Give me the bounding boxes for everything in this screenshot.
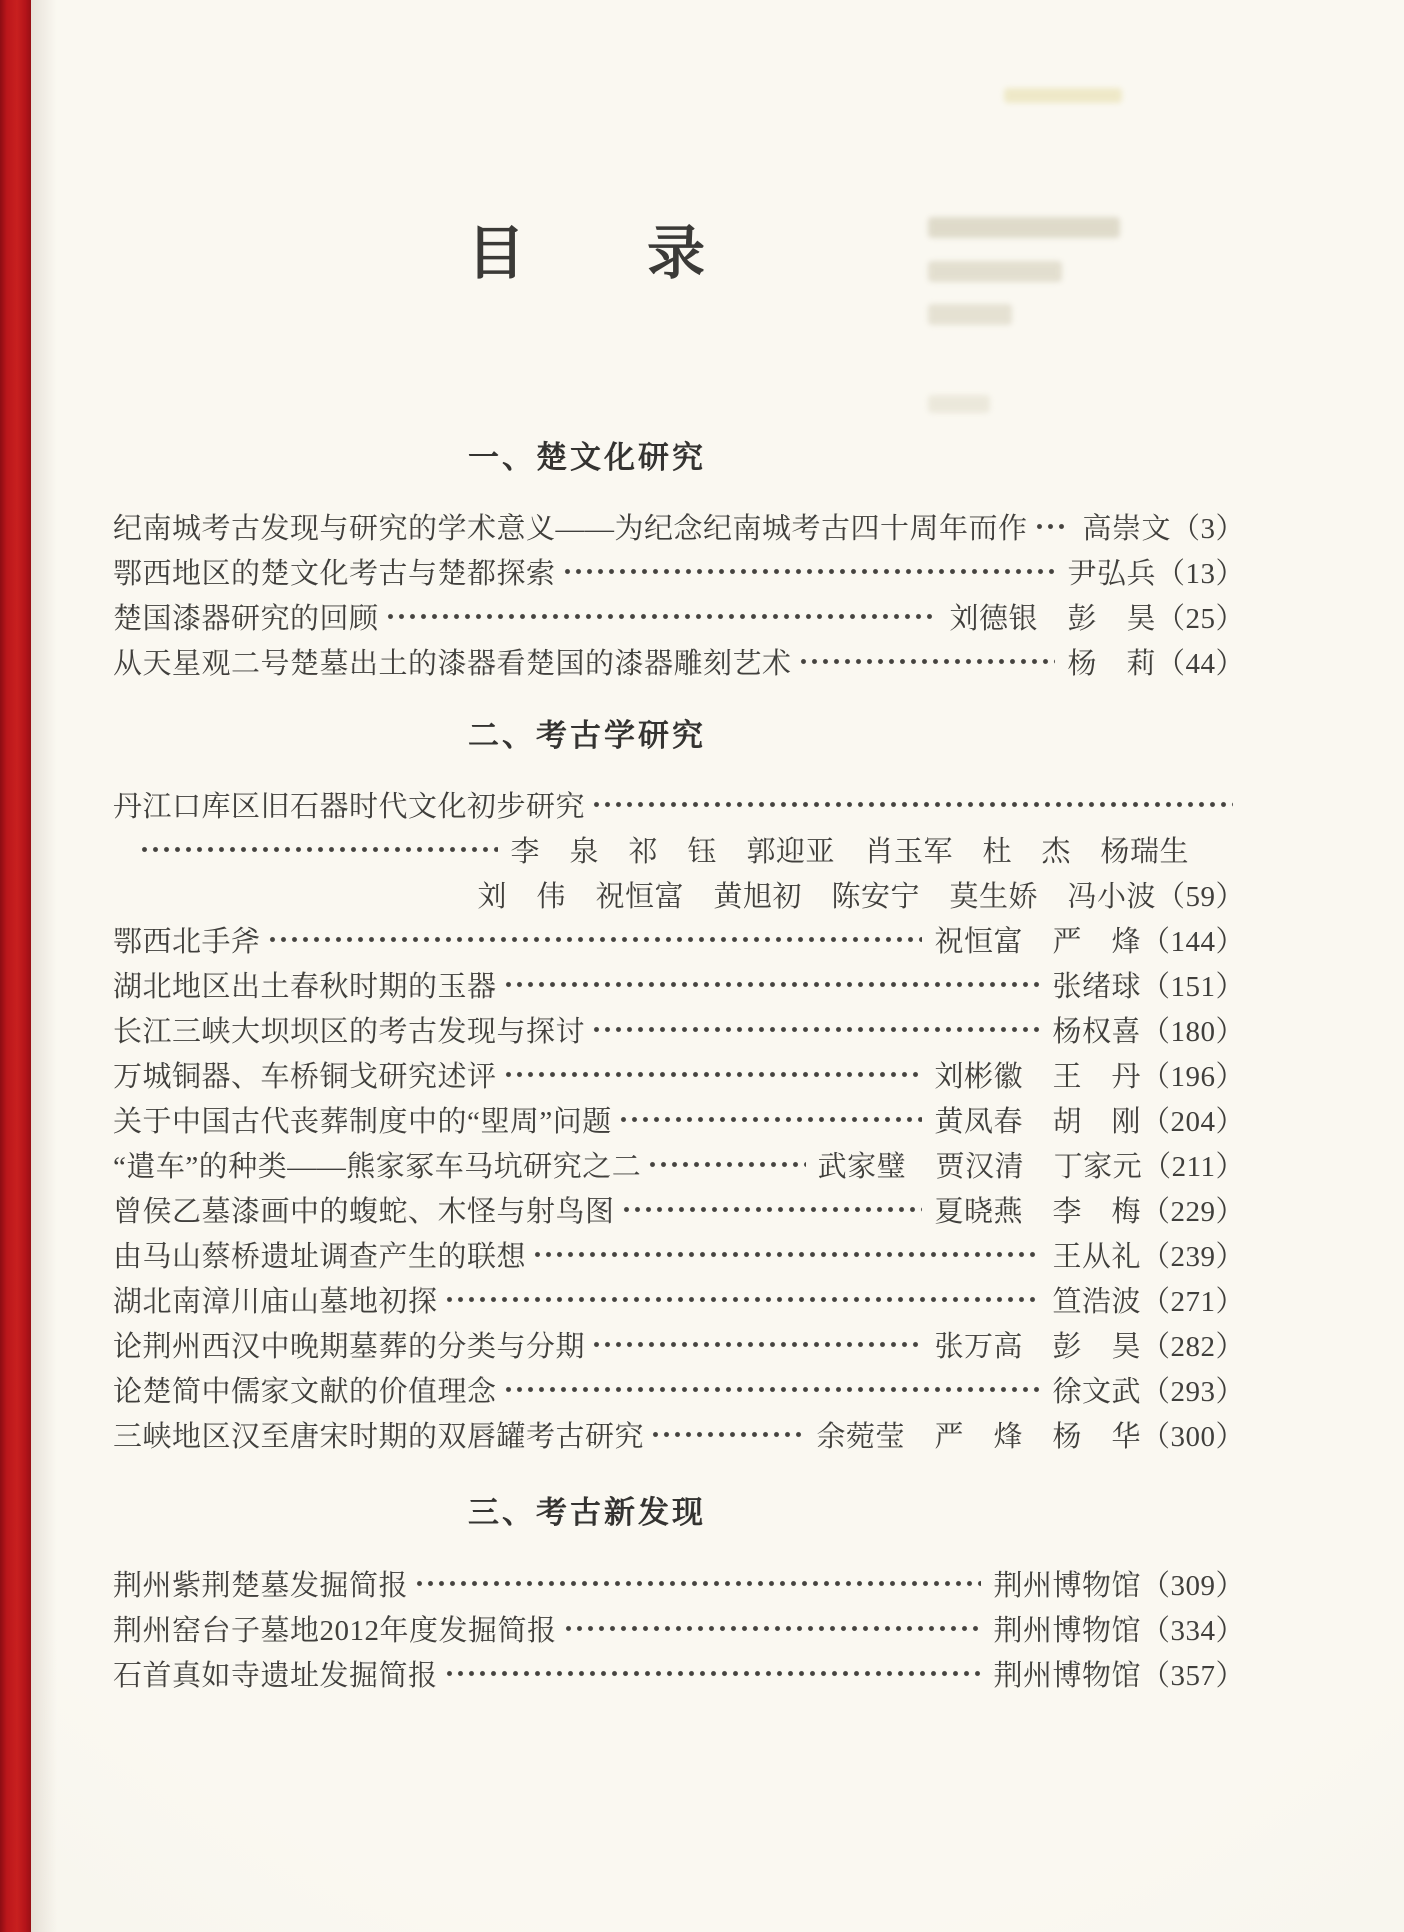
entry-title: 长江三峡大坝坝区的考古发现与探讨 [113,1016,586,1048]
toc-entry-row [113,504,1245,549]
dot-leader [267,917,923,962]
dot-leader [503,1052,923,1097]
entry-title: 鄂西北手斧 [113,926,261,958]
entry-authors-page: 黄凤春 胡 刚（204） [934,1106,1245,1138]
entry-title: 三峡地区汉至唐宋时期的双唇罐考古研究 [113,1421,645,1453]
toc-entry-row [113,1052,1245,1097]
dot-leader [385,594,938,639]
dot-leader [618,1097,923,1142]
entry-authors-page: 笪浩波（271） [1052,1286,1245,1318]
entry-authors-page: 高崇文（3） [1082,513,1245,545]
entry-title: 楚国漆器研究的回顾 [113,603,379,635]
section-heading: 二、考古学研究 [468,718,706,753]
toc-entry-row [113,1651,1245,1696]
toc-entry-row [113,549,1245,594]
entry-authors-page: 荆州博物馆（309） [993,1570,1245,1602]
entry-title: “遣车”的种类——熊家冢车马坑研究之二 [113,1151,642,1183]
dot-leader [414,1561,981,1606]
toc-entry-row [113,1142,1245,1187]
toc-entry-row [113,917,1245,962]
book-spine-red-strip [0,0,31,1932]
entry-title: 万城铜器、车桥铜戈研究述评 [113,1061,497,1093]
toc-entry-row [113,594,1245,639]
toc-entry-row [113,782,1245,827]
entry-title: 纪南城考古发现与研究的学术意义——为纪念纪南城考古四十周年而作 [113,513,1028,545]
entry-authors-page: 余菀莹 严 烽 杨 华（300） [816,1421,1245,1453]
entry-authors-page: 张万高 彭 昊（282） [934,1331,1245,1363]
entry-authors-page: 尹弘兵（13） [1067,558,1245,590]
toc-entry-row [113,1561,1245,1606]
entry-title: 论楚简中儒家文献的价值理念 [113,1376,497,1408]
dot-leader [591,782,1233,827]
dot-leader [591,1007,1040,1052]
entry-authors-page: 王从礼（239） [1052,1241,1245,1273]
entry-authors-page: 荆州博物馆（334） [993,1615,1245,1647]
toc-entry-row [113,1322,1245,1367]
entry-title: 鄂西地区的楚文化考古与楚都探索 [113,558,556,590]
entry-title: 曾侯乙墓漆画中的蝮蛇、木怪与射鸟图 [113,1196,615,1228]
section-heading: 一、楚文化研究 [468,440,706,475]
toc-section [113,716,1245,1457]
entry-authors-page: 祝恒富 严 烽（144） [934,926,1245,958]
dot-leader [139,827,498,872]
entry-title: 由马山蔡桥遗址调查产生的联想 [113,1241,527,1273]
toc-entry-row [113,872,1245,917]
dot-leader [650,1412,804,1457]
dot-leader [798,639,1056,684]
entry-title: 石首真如寺遗址发掘简报 [113,1660,438,1692]
dot-leader [444,1277,1041,1322]
toc-entry-row [113,1367,1245,1412]
toc-entry-row [113,827,1245,872]
toc-entry-row [113,1412,1245,1457]
dot-leader [591,1322,922,1367]
entry-authors-page: 刘彬徽 王 丹（196） [934,1061,1245,1093]
entry-authors-page: 武家璧 贾汉清 丁家元（211） [817,1151,1245,1183]
entry-title: 关于中国古代丧葬制度中的“堲周”问题 [113,1106,612,1138]
entry-title: 论荆州西汉中晚期墓葬的分类与分期 [113,1331,586,1363]
entry-authors-page: 李 泉 祁 钰 郭迎亚 肖玉军 杜 杰 杨瑞生 [510,836,1189,868]
entry-title: 荆州窑台子墓地2012年度发掘简报 [113,1615,557,1647]
toc-content-column [113,0,1245,1696]
toc-entry-row [113,1007,1245,1052]
dot-leader [503,1367,1041,1412]
toc-section [113,1493,1245,1696]
toc-sections [113,438,1245,1696]
entry-authors-page: 杨权喜（180） [1052,1016,1245,1048]
toc-entry-row [113,1277,1245,1322]
entry-title: 丹江口库区旧石器时代文化初步研究 [113,791,586,823]
entry-title: 荆州紫荆楚墓发掘简报 [113,1570,409,1602]
dot-leader [563,1606,982,1651]
dot-leader [621,1187,923,1232]
page-gutter-shadow [31,0,57,1932]
entry-title: 从天星观二号楚墓出土的漆器看楚国的漆器雕刻艺术 [113,648,792,680]
dot-leader [1034,504,1071,549]
entry-title: 湖北地区出土春秋时期的玉器 [113,971,497,1003]
dot-leader [444,1651,982,1696]
dot-leader [562,549,1056,594]
entry-authors-page: 夏晓燕 李 梅（229） [934,1196,1245,1228]
section-heading: 三、考古新发现 [468,1495,706,1530]
toc-entry-row [113,639,1245,684]
toc-entry-row [113,1097,1245,1142]
entry-authors-page: 刘德银 彭 昊（25） [949,603,1245,635]
entry-title: 湖北南漳川庙山墓地初探 [113,1286,438,1318]
toc-section [113,438,1245,684]
toc-entry-row [113,962,1245,1007]
entry-authors-page: 张绪球（151） [1052,971,1245,1003]
toc-entry-row [113,1606,1245,1651]
entry-authors-page: 荆州博物馆（357） [993,1660,1245,1692]
dot-leader [532,1232,1040,1277]
page-title: 目 录 [466,221,707,286]
entry-authors-page: 徐文武（293） [1052,1376,1245,1408]
toc-entry-row [113,1232,1245,1277]
entry-authors-page: 刘 伟 祝恒富 黄旭初 陈安宁 莫生娇 冯小波（59） [477,881,1245,913]
entry-authors-page: 杨 莉（44） [1067,648,1245,680]
toc-entry-row [113,1187,1245,1232]
dot-leader [647,1142,805,1187]
dot-leader [503,962,1041,1007]
